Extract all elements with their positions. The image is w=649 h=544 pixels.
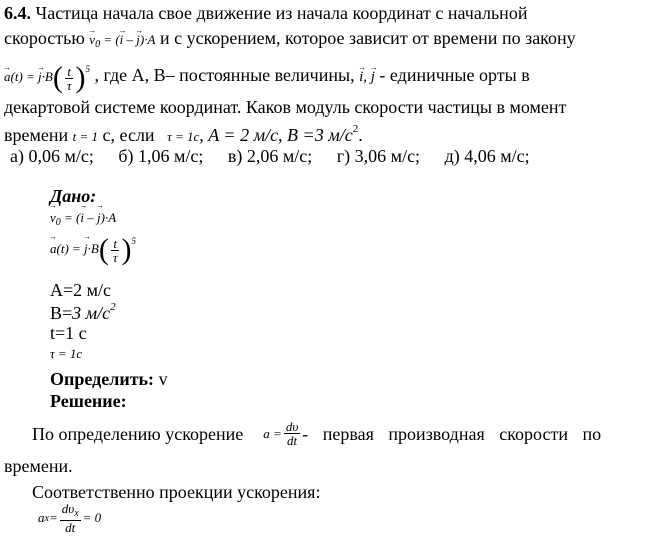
- problem-text-5a: времени: [4, 125, 69, 145]
- solution-title: Решение:: [50, 391, 127, 411]
- solution-p2: Соответственно проекции ускорения:: [32, 482, 321, 502]
- problem-text-3b: - единичные орты в: [379, 65, 530, 85]
- formula-ij: → i, → j: [359, 66, 375, 88]
- problem-text-2a: скоростью: [4, 28, 85, 48]
- given-tau: τ = 1c: [50, 346, 83, 361]
- given-B: B=3 $м/с^2$: [50, 301, 116, 323]
- formula-v0: → $v_0$ = (→ i – → j)·A: [89, 29, 155, 56]
- problem-line-3: [4, 58, 530, 93]
- problem-text-4: декартовой системе координат. Каков модуль скорости частицы в момент: [4, 97, 567, 117]
- given-t: t=1 c: [50, 323, 87, 343]
- answer-c: в) 2,06 м/с;: [227, 146, 313, 166]
- problem-line-4: [4, 96, 566, 118]
- solution-p1c: времени.: [4, 456, 73, 476]
- problem-line-2: [4, 27, 576, 56]
- problem-text-5c: , A = 2 м/с, B =3 м/с: [199, 125, 353, 145]
- problem-text-1: Частица начала свое движение из начала координат с начальной: [35, 3, 528, 23]
- formula-tau1: τ = 1c: [167, 129, 200, 144]
- problem-line-1: [4, 2, 527, 24]
- formula-a: → a(t) = → j·B( $\frac{t}{\tau}$ )$^5$: [4, 58, 90, 93]
- formula-t1: t = 1: [72, 129, 99, 144]
- solution-p1: По определению ускорение a = $\frac{d\upsilon}{dt}$ - первая производная скорости по: [32, 419, 602, 448]
- formula-ax: a x = $\frac{d\upsilon_x}{dt}$ = 0: [38, 501, 102, 535]
- given-a: → a(t) = → j·B( $\frac{t}{\tau}$ )$^5$: [50, 235, 136, 265]
- given-title: Дано:: [50, 186, 97, 206]
- answer-options: [10, 146, 550, 167]
- problem-number: 6.4.: [4, 3, 31, 23]
- answer-a: а) 0,06 м/с;: [10, 146, 94, 166]
- problem-line-5: времени t = 1 с, если τ = 1c, A = 2 м/с, B =3 $м/с^2$.: [4, 118, 363, 148]
- answer-d: г) 3,06 м/с;: [336, 146, 421, 166]
- problem-text-2b: и с ускорением, которое зависит от времени по закону: [159, 28, 576, 48]
- problem-text-5b: с, если: [102, 125, 155, 145]
- answer-b: б) 1,06 м/с;: [118, 146, 204, 166]
- given-v0: → $v_0$ = (→ i – → j)·A: [50, 210, 116, 228]
- formula-accel-def: a = $\frac{d\upsilon}{dt}$: [263, 419, 299, 448]
- answer-e: д) 4,06 м/с;: [444, 146, 530, 166]
- problem-text-3a: , где А, В– постоянные величины,: [94, 65, 355, 85]
- find: Определить: v: [50, 369, 168, 389]
- given-A: A=2 м/с: [50, 280, 112, 300]
